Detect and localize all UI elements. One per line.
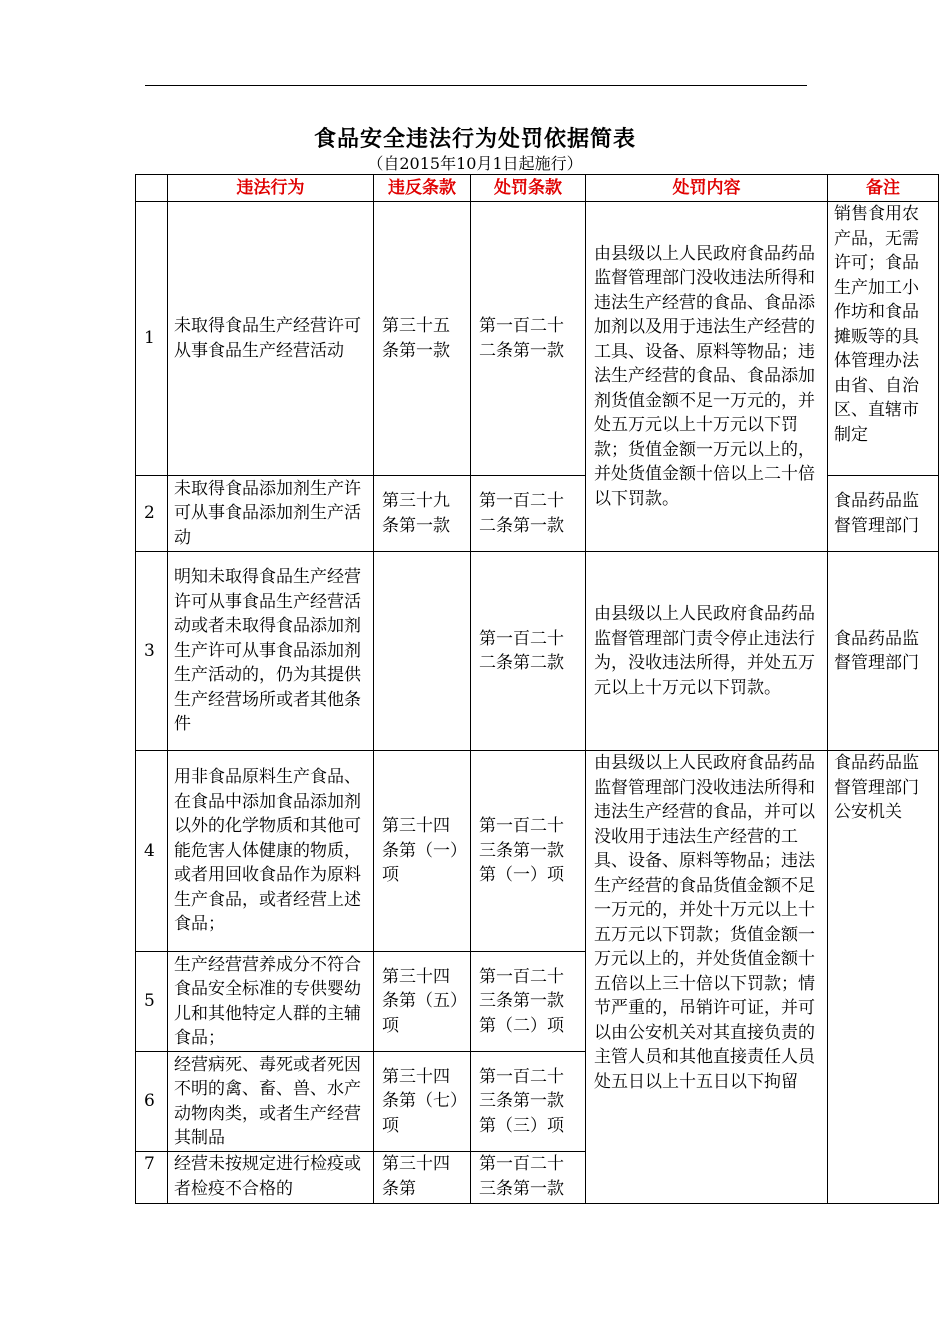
violation-behavior: 明知未取得食品生产经营许可从事食品生产经营活动或者未取得食品添加剂生产许可从事食品添加剂生产活动的，仍为其提供生产经营场所或者其他条件 xyxy=(168,552,374,751)
remark: 销售食用农产品，无需许可；食品生产加工小作坊和食品摊贩等的具体管理办法由省、自治区、直辖市制定 xyxy=(828,202,939,476)
violation-behavior: 用非食品原料生产食品、在食品中添加食品添加剂以外的化学物质和其他可能危害人体健康的物质，或者用回收食品作为原料生产食品，或者经营上述食品； xyxy=(168,751,374,952)
table-row xyxy=(136,552,939,751)
remark-line: 食品药品监督管理部门 xyxy=(834,753,919,798)
violated-article: 第三十四条第（五）项 xyxy=(374,952,471,1052)
penalty-article: 第一百二十二条第二款 xyxy=(471,552,586,751)
violation-behavior: 经营未按规定进行检疫或者检疫不合格的 xyxy=(168,1152,374,1204)
remark-line: 公安机关 xyxy=(834,802,902,822)
penalty-content: 由县级以上人民政府食品药品监督管理部门没收违法所得和违法生产经营的食品，并可以没收用于违法生产经营的工具、设备、原料等物品；违法生产经营的食品货值金额不足一万元的，并处十万元以上十五万元以下罚款；货值金额一万元以上的，并处货值金额十五倍以上三十倍以下罚款；情节严重的，吊销许可证，并可以由公安机关对其直接负责的主管人员和其他直接责任人员处五日以上十五日以下拘留 xyxy=(586,751,828,1204)
header-num xyxy=(136,175,168,202)
row-number: 1 xyxy=(136,202,168,476)
violated-article: 第三十四条第（一）项 xyxy=(374,751,471,952)
violated-article: 第三十四条第 xyxy=(374,1152,471,1204)
penalty-article: 第一百二十二条第一款 xyxy=(471,476,586,552)
row-number: 6 xyxy=(136,1052,168,1152)
header-row xyxy=(136,175,939,202)
violation-behavior: 经营病死、毒死或者死因不明的禽、畜、兽、水产动物肉类，或者生产经营其制品 xyxy=(168,1052,374,1152)
violated-article: 第三十九条第一款 xyxy=(374,476,471,552)
row-number: 7 xyxy=(136,1152,168,1204)
violated-article: 第三十五条第一款 xyxy=(374,202,471,476)
header-rule xyxy=(145,85,807,86)
header-behavior: 违法行为 xyxy=(168,175,374,202)
violated-article xyxy=(374,552,471,751)
document-subtitle: （自2015年10月1日起施行） xyxy=(367,154,583,173)
header-penalty-article: 处罚条款 xyxy=(471,175,586,202)
document-title: 食品安全违法行为处罚依据简表 xyxy=(313,126,636,152)
penalty-article: 第一百二十三条第一款第（三）项 xyxy=(471,1052,586,1152)
penalty-table xyxy=(135,174,939,1204)
table-row xyxy=(136,202,939,476)
penalty-content: 由县级以上人民政府食品药品监督管理部门责令停止违法行为，没收违法所得，并处五万元以上十万元以下罚款。 xyxy=(586,552,828,751)
row-number: 2 xyxy=(136,476,168,552)
header-violated: 违反条款 xyxy=(374,175,471,202)
row-number: 3 xyxy=(136,552,168,751)
header-remark: 备注 xyxy=(828,175,939,202)
penalty-content: 由县级以上人民政府食品药品监督管理部门没收违法所得和违法生产经营的食品、食品添加剂以及用于违法生产经营的工具、设备、原料等物品；违法生产经营的食品、食品添加剂货值金额不足一万元的，并处五万元以上十万元以下罚款；货值金额一万元以上的，并处货值金额十倍以上二十倍以下罚款。 xyxy=(586,202,828,552)
header-penalty-content: 处罚内容 xyxy=(586,175,828,202)
row-number: 4 xyxy=(136,751,168,952)
remark: 食品药品监督管理部门 xyxy=(828,476,939,552)
penalty-article: 第一百二十三条第一款 xyxy=(471,1152,586,1204)
penalty-article: 第一百二十二条第一款 xyxy=(471,202,586,476)
violation-behavior: 未取得食品添加剂生产许可从事食品添加剂生产活动 xyxy=(168,476,374,552)
violation-behavior: 未取得食品生产经营许可从事食品生产经营活动 xyxy=(168,202,374,476)
table-row xyxy=(136,751,939,952)
row-number: 5 xyxy=(136,952,168,1052)
violated-article: 第三十四条第（七）项 xyxy=(374,1052,471,1152)
penalty-article: 第一百二十三条第一款第（二）项 xyxy=(471,952,586,1052)
violation-behavior: 生产经营营养成分不符合食品安全标准的专供婴幼儿和其他特定人群的主辅食品； xyxy=(168,952,374,1052)
penalty-article: 第一百二十三条第一款第（一）项 xyxy=(471,751,586,952)
remark: 食品药品监督管理部门 xyxy=(828,552,939,751)
remark xyxy=(828,751,939,1204)
